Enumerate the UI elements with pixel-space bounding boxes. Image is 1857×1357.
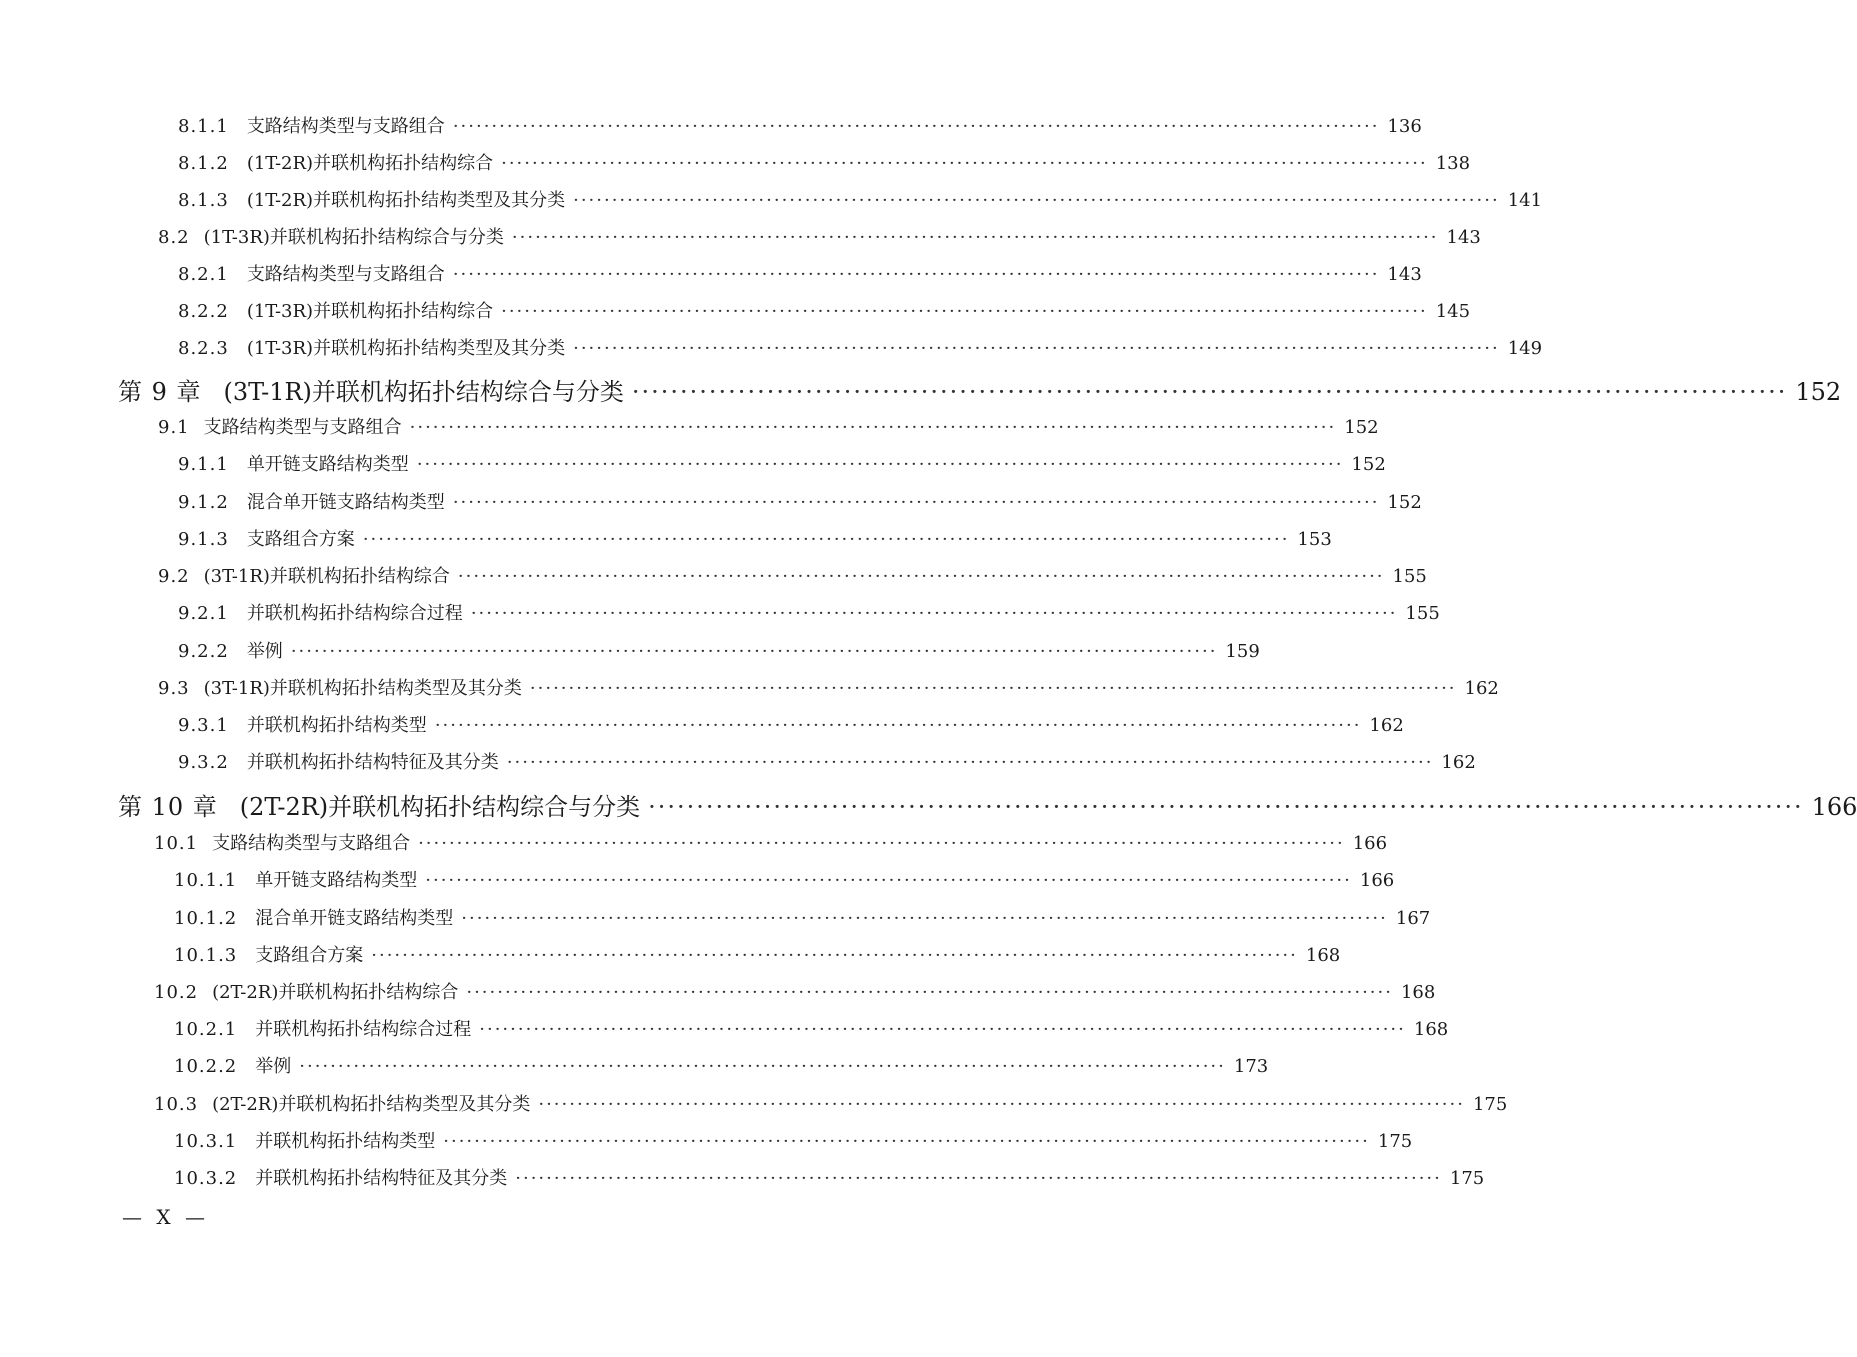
- toc-entry-title: (1T-3R)并联机构拓扑结构类型及其分类: [246, 338, 566, 359]
- toc-entry-page-number: 138: [1435, 153, 1471, 174]
- toc-entry-number: 9.1.2: [178, 492, 229, 513]
- toc-entry-title: 并联机构拓扑结构类型: [255, 1131, 436, 1152]
- toc-entry-number: 9.3.2: [178, 752, 229, 773]
- toc-entry-page-number: 168: [1305, 945, 1341, 966]
- toc-entry-section[interactable]: [158, 223, 1481, 249]
- toc-entry-section[interactable]: [158, 674, 1499, 700]
- toc-entry-sub[interactable]: [178, 450, 1386, 476]
- toc-entry-page-number: 166: [1811, 793, 1857, 821]
- toc-leader-dots: ························································································································: [371, 945, 1298, 966]
- toc-entry-number: 9.3.1: [178, 715, 229, 736]
- toc-entry-number: 10.3.2: [174, 1168, 238, 1189]
- toc-entry-section[interactable]: [158, 562, 1427, 588]
- toc-entry-page-number: 162: [1464, 678, 1499, 699]
- toc-entry-title: 混合单开链支路结构类型: [255, 908, 454, 929]
- toc-entry-page-number: 162: [1369, 715, 1404, 736]
- toc-entry-number: 8.2: [158, 227, 190, 248]
- toc-leader-dots: ························································································································: [452, 264, 1380, 285]
- toc-entry-title: (2T-2R)并联机构拓扑结构综合: [212, 982, 459, 1003]
- toc-entry-title: (1T-3R)并联机构拓扑结构综合: [246, 301, 494, 322]
- toc-entry-title: 单开链支路结构类型: [246, 454, 409, 475]
- toc-entry-sub[interactable]: [178, 637, 1260, 663]
- toc-leader-dots: ························································································································: [452, 492, 1380, 513]
- toc-entry-sub[interactable]: [174, 941, 1341, 967]
- toc-entry-page-number: 173: [1233, 1056, 1269, 1077]
- toc-entry-number: 9.1.1: [178, 454, 229, 475]
- toc-entry-title: (1T-2R)并联机构拓扑结构类型及其分类: [246, 190, 566, 211]
- toc-entry-section[interactable]: [154, 829, 1388, 855]
- toc-entry-number: 9.2.2: [178, 641, 229, 662]
- toc-entry-title: 并联机构拓扑结构特征及其分类: [246, 752, 499, 773]
- toc-entry-page-number: 162: [1441, 752, 1476, 773]
- toc-entry-page-number: 136: [1387, 116, 1422, 137]
- toc-entry-chapter[interactable]: [118, 787, 1857, 822]
- toc-entry-page-number: 145: [1435, 301, 1471, 322]
- toc-entry-number: 10.1.3: [174, 945, 238, 966]
- toc-entry-sub[interactable]: [178, 525, 1332, 551]
- toc-leader-dots: ························································································································: [573, 338, 1500, 359]
- toc-entry-number: 10.2.2: [174, 1056, 238, 1077]
- toc-entry-sub[interactable]: [178, 748, 1476, 774]
- toc-leader-dots: ························································································································: [409, 417, 1337, 438]
- toc-entry-title: (2T-2R)并联机构拓扑结构类型及其分类: [212, 1094, 531, 1115]
- page-footer: — X —: [122, 1205, 209, 1229]
- toc-entry-number: 10.1: [154, 833, 199, 854]
- toc-entry-title: 支路结构类型与支路组合: [246, 116, 445, 137]
- toc-entry-title: 并联机构拓扑结构类型: [246, 715, 427, 736]
- toc-entry-number: 10.2: [154, 982, 199, 1003]
- toc-entry-number: 9.1.3: [178, 529, 229, 550]
- toc-entry-sub[interactable]: [174, 904, 1431, 930]
- toc-entry-section[interactable]: [154, 1090, 1508, 1116]
- toc-entry-page-number: 152: [1351, 454, 1386, 475]
- toc-entry-page-number: 155: [1392, 566, 1427, 587]
- toc-leader-dots: ························································································································: [425, 870, 1352, 891]
- toc-entry-number: 9.1: [158, 417, 190, 438]
- toc-entry-sub[interactable]: [178, 488, 1422, 514]
- toc-entry-sub[interactable]: [178, 297, 1471, 323]
- toc-leader-dots: ························································································································: [466, 982, 1393, 1003]
- toc-entry-number: 8.2.3: [178, 338, 229, 359]
- toc-entry-number: 10.3: [154, 1094, 199, 1115]
- toc-entry-page-number: 152: [1795, 378, 1842, 406]
- toc-leader-dots: ························································································································: [470, 603, 1398, 624]
- toc-leader-dots: ························································································································: [457, 566, 1385, 587]
- toc-entry-number: 8.1.3: [178, 190, 229, 211]
- toc-entry-title: 单开链支路结构类型: [255, 870, 418, 891]
- toc-entry-title: 举例: [255, 1056, 292, 1077]
- toc-entry-number: 9.2.1: [178, 603, 229, 624]
- toc-entry-title: 支路组合方案: [246, 529, 355, 550]
- toc-leader-dots: ························································································································: [631, 378, 1788, 406]
- toc-leader-dots: ························································································································: [506, 752, 1434, 773]
- toc-entry-chapter[interactable]: [118, 372, 1842, 407]
- toc-entry-page-number: 143: [1446, 227, 1481, 248]
- toc-entry-page-number: 153: [1297, 529, 1332, 550]
- toc-entry-page-number: 166: [1352, 833, 1388, 854]
- toc-entry-page-number: 166: [1359, 870, 1395, 891]
- toc-entry-page-number: 167: [1395, 908, 1431, 929]
- toc-entry-page-number: 149: [1507, 338, 1543, 359]
- toc-leader-dots: ························································································································: [434, 715, 1362, 736]
- toc-leader-dots: ························································································································: [538, 1094, 1465, 1115]
- toc-entry-title: 支路结构类型与支路组合: [246, 264, 445, 285]
- toc-entry-sub[interactable]: [174, 1127, 1413, 1153]
- toc-entry-number: 10.1.2: [174, 908, 238, 929]
- toc-entry-page-number: 175: [1472, 1094, 1508, 1115]
- toc-entry-sub[interactable]: [178, 599, 1440, 625]
- toc-entry-number: 10.1.1: [174, 870, 238, 891]
- toc-entry-section[interactable]: [158, 413, 1379, 439]
- toc-entry-title: (1T-3R)并联机构拓扑结构综合与分类: [203, 227, 504, 248]
- toc-entry-number: 第 9 章: [118, 378, 202, 406]
- toc-entry-title: (1T-2R)并联机构拓扑结构综合: [246, 153, 494, 174]
- toc-entry-page-number: 152: [1344, 417, 1379, 438]
- toc-entry-number: 9.3: [158, 678, 190, 699]
- toc-leader-dots: ························································································································: [479, 1019, 1406, 1040]
- toc-leader-dots: ························································································································: [501, 301, 1428, 322]
- toc-entry-title: 并联机构拓扑结构综合过程: [255, 1019, 472, 1040]
- toc-entry-title: 支路组合方案: [255, 945, 364, 966]
- toc-entry-sub[interactable]: [174, 1015, 1449, 1041]
- toc-entry-page-number: 141: [1507, 190, 1543, 211]
- toc-entry-number: 8.2.2: [178, 301, 229, 322]
- toc-entry-sub[interactable]: [178, 711, 1404, 737]
- toc-entry-title: (2T-2R)并联机构拓扑结构综合与分类: [239, 793, 641, 821]
- toc-leader-dots: ························································································································: [515, 1168, 1442, 1189]
- toc-leader-dots: ························································································································: [362, 529, 1290, 550]
- toc-leader-dots: ························································································································: [416, 454, 1344, 475]
- toc-entry-number: 8.1.2: [178, 153, 229, 174]
- toc-entry-sub[interactable]: [178, 186, 1543, 212]
- toc-leader-dots: ························································································································: [648, 793, 1804, 821]
- toc-entry-title: 并联机构拓扑结构特征及其分类: [255, 1168, 508, 1189]
- toc-entry-number: 8.1.1: [178, 116, 229, 137]
- toc-entry-number: 8.2.1: [178, 264, 229, 285]
- toc-entry-title: (3T-1R)并联机构拓扑结构综合与分类: [223, 378, 624, 406]
- toc-entry-title: 并联机构拓扑结构综合过程: [246, 603, 463, 624]
- toc-entry-number: 10.3.1: [174, 1131, 238, 1152]
- toc-entry-page-number: 155: [1405, 603, 1440, 624]
- toc-entry-sub[interactable]: [174, 1164, 1485, 1190]
- toc-entry-title: 支路结构类型与支路组合: [203, 417, 402, 438]
- toc-entry-page-number: 152: [1387, 492, 1422, 513]
- toc-entry-page-number: 159: [1225, 641, 1260, 662]
- toc-entry-page-number: 168: [1413, 1019, 1449, 1040]
- toc-entry-number: 10.2.1: [174, 1019, 238, 1040]
- toc-leader-dots: ························································································································: [452, 116, 1380, 137]
- toc-leader-dots: ························································································································: [443, 1131, 1370, 1152]
- toc-entry-sub[interactable]: [178, 334, 1543, 360]
- toc-leader-dots: ························································································································: [290, 641, 1218, 662]
- toc-entry-page-number: 175: [1377, 1131, 1413, 1152]
- toc-leader-dots: ························································································································: [461, 908, 1388, 929]
- toc-entry-sub[interactable]: [174, 866, 1395, 892]
- toc-entry-page-number: 143: [1387, 264, 1422, 285]
- toc-entry-sub[interactable]: [178, 112, 1422, 138]
- toc-entry-title: (3T-1R)并联机构拓扑结构综合: [203, 566, 450, 587]
- toc-entry-title: 混合单开链支路结构类型: [246, 492, 445, 513]
- toc-entry-number: 9.2: [158, 566, 190, 587]
- toc-entry-section[interactable]: [154, 978, 1436, 1004]
- toc-entry-title: 举例: [246, 641, 283, 662]
- toc-leader-dots: ························································································································: [511, 227, 1439, 248]
- toc-entry-number: 第 10 章: [118, 793, 218, 821]
- toc-leader-dots: ························································································································: [573, 190, 1500, 211]
- toc-entry-sub[interactable]: [174, 1052, 1269, 1078]
- toc-entry-title: 支路结构类型与支路组合: [212, 833, 411, 854]
- toc-entry-sub[interactable]: [178, 149, 1471, 175]
- toc-leader-dots: ························································································································: [418, 833, 1345, 854]
- toc-leader-dots: ························································································································: [299, 1056, 1226, 1077]
- toc-entry-sub[interactable]: [178, 260, 1422, 286]
- toc-entry-title: (3T-1R)并联机构拓扑结构类型及其分类: [203, 678, 522, 699]
- toc-leader-dots: ························································································································: [529, 678, 1457, 699]
- toc-entry-page-number: 168: [1400, 982, 1436, 1003]
- toc-leader-dots: ························································································································: [501, 153, 1428, 174]
- toc-entry-page-number: 175: [1449, 1168, 1485, 1189]
